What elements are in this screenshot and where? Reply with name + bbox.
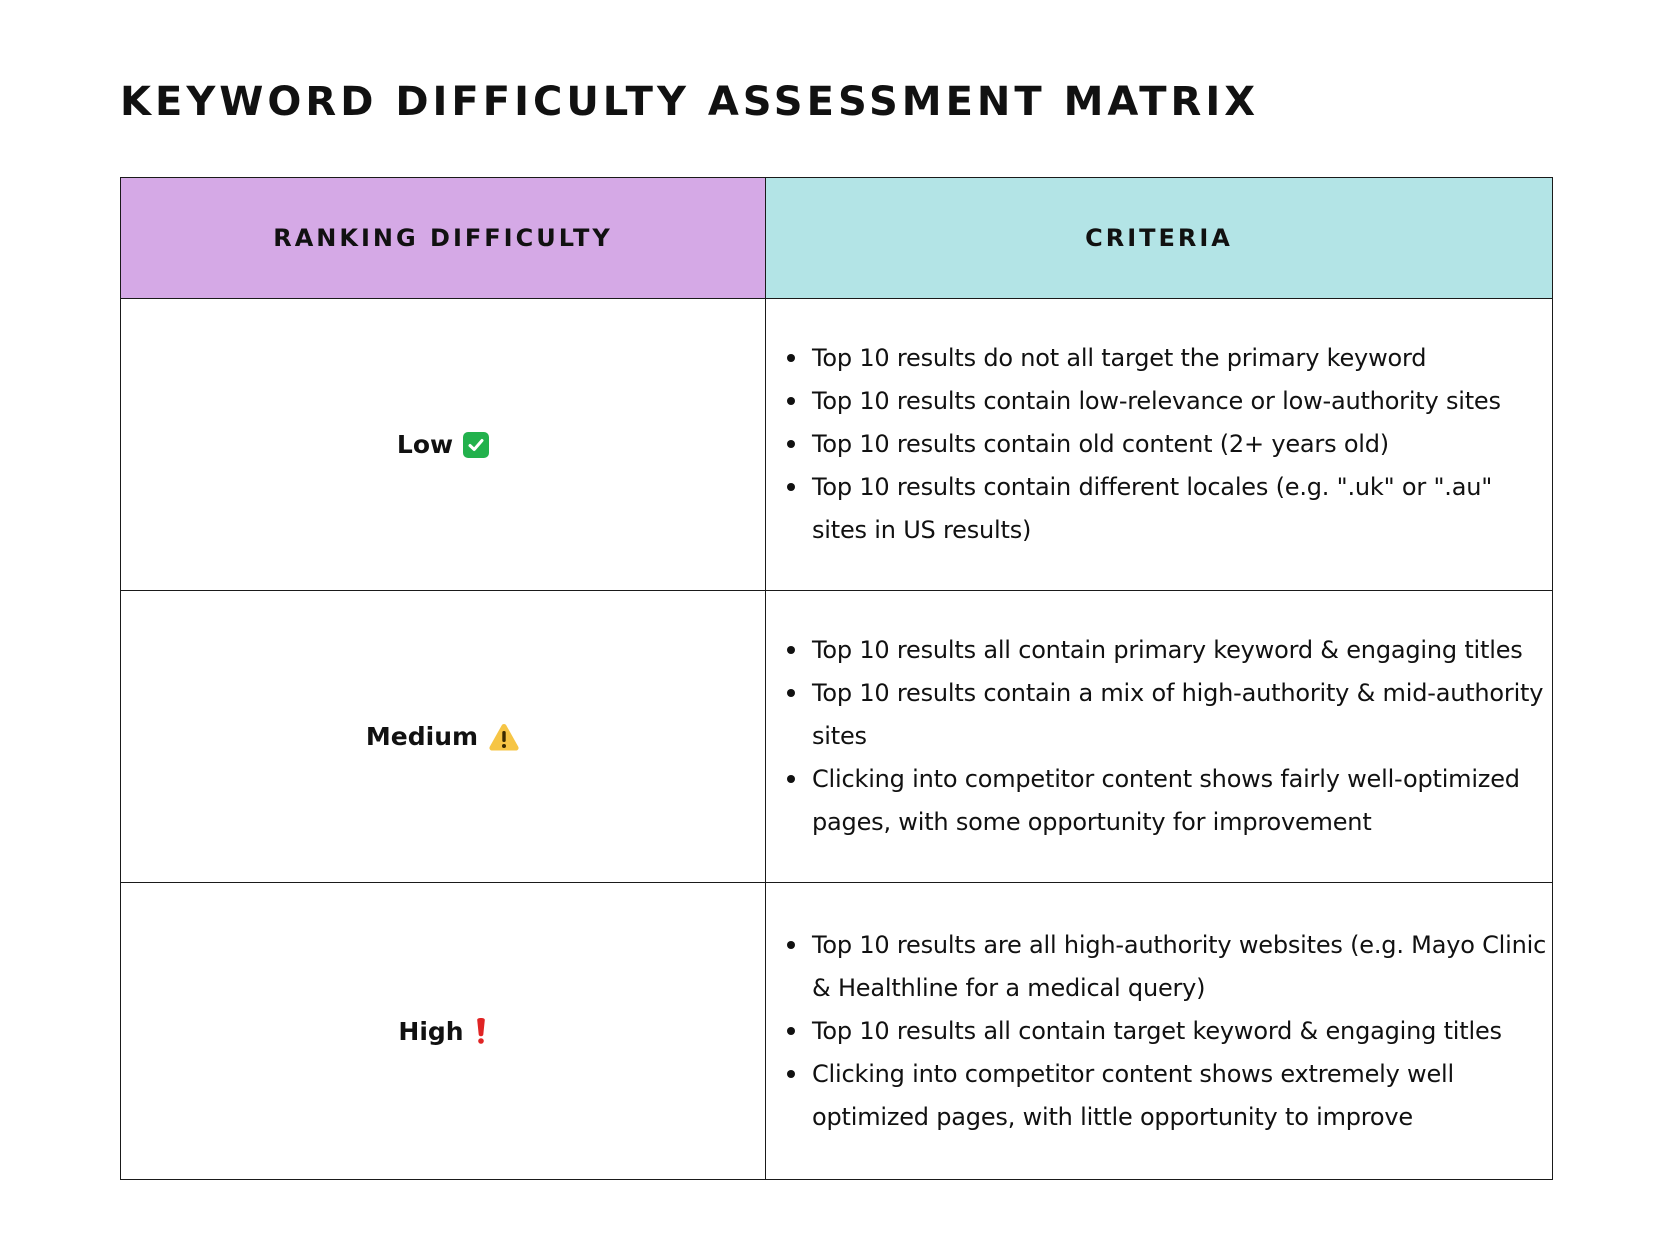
criteria-list-medium xyxy=(766,629,1552,844)
criteria-item: Top 10 results contain old content (2+ years old) xyxy=(812,423,1552,466)
check-mark-icon xyxy=(463,432,489,458)
criteria-cell-medium xyxy=(766,591,1553,883)
page-title: KEYWORD DIFFICULTY ASSESSMENT MATRIX xyxy=(120,79,1260,125)
difficulty-cell-low xyxy=(121,299,766,591)
difficulty-label-medium: Medium xyxy=(365,722,479,751)
criteria-item: Top 10 results contain different locales (e.g. ".uk" or ".au" sites in US results) xyxy=(812,466,1552,552)
header-ranking-difficulty: RANKING DIFFICULTY xyxy=(121,178,766,299)
difficulty-label-high: High xyxy=(398,1016,464,1046)
criteria-item: Top 10 results are all high-authority websites (e.g. Mayo Clinic & Healthline for a medical query) xyxy=(812,924,1552,1010)
criteria-list-low xyxy=(766,337,1552,552)
table-header-row xyxy=(121,178,1553,299)
criteria-item: Top 10 results contain low-relevance or low-authority sites xyxy=(812,380,1552,423)
table-row-high xyxy=(121,883,1553,1180)
criteria-item: Top 10 results contain a mix of high-authority & mid-authority sites xyxy=(812,672,1552,758)
warning-icon xyxy=(488,722,520,752)
criteria-item: Top 10 results all contain target keyword & engaging titles xyxy=(812,1010,1552,1053)
criteria-item: Top 10 results do not all target the primary keyword xyxy=(812,337,1552,380)
criteria-item: Top 10 results all contain primary keyword & engaging titles xyxy=(812,629,1552,672)
difficulty-cell-high xyxy=(121,883,766,1180)
criteria-item: Clicking into competitor content shows extremely well optimized pages, with little opportunity to improve xyxy=(812,1053,1552,1139)
table-row-medium xyxy=(121,591,1553,883)
criteria-cell-high xyxy=(766,883,1553,1180)
difficulty-matrix-table xyxy=(120,177,1553,1180)
criteria-list-high xyxy=(766,924,1552,1139)
difficulty-cell-medium xyxy=(121,591,766,883)
criteria-item: Clicking into competitor content shows fairly well-optimized pages, with some opportunity for improvement xyxy=(812,758,1552,844)
header-criteria: CRITERIA xyxy=(766,178,1553,299)
table-row-low xyxy=(121,299,1553,591)
criteria-cell-low xyxy=(766,299,1553,591)
difficulty-label-low: Low xyxy=(396,430,454,459)
exclamation-icon xyxy=(474,1017,488,1045)
